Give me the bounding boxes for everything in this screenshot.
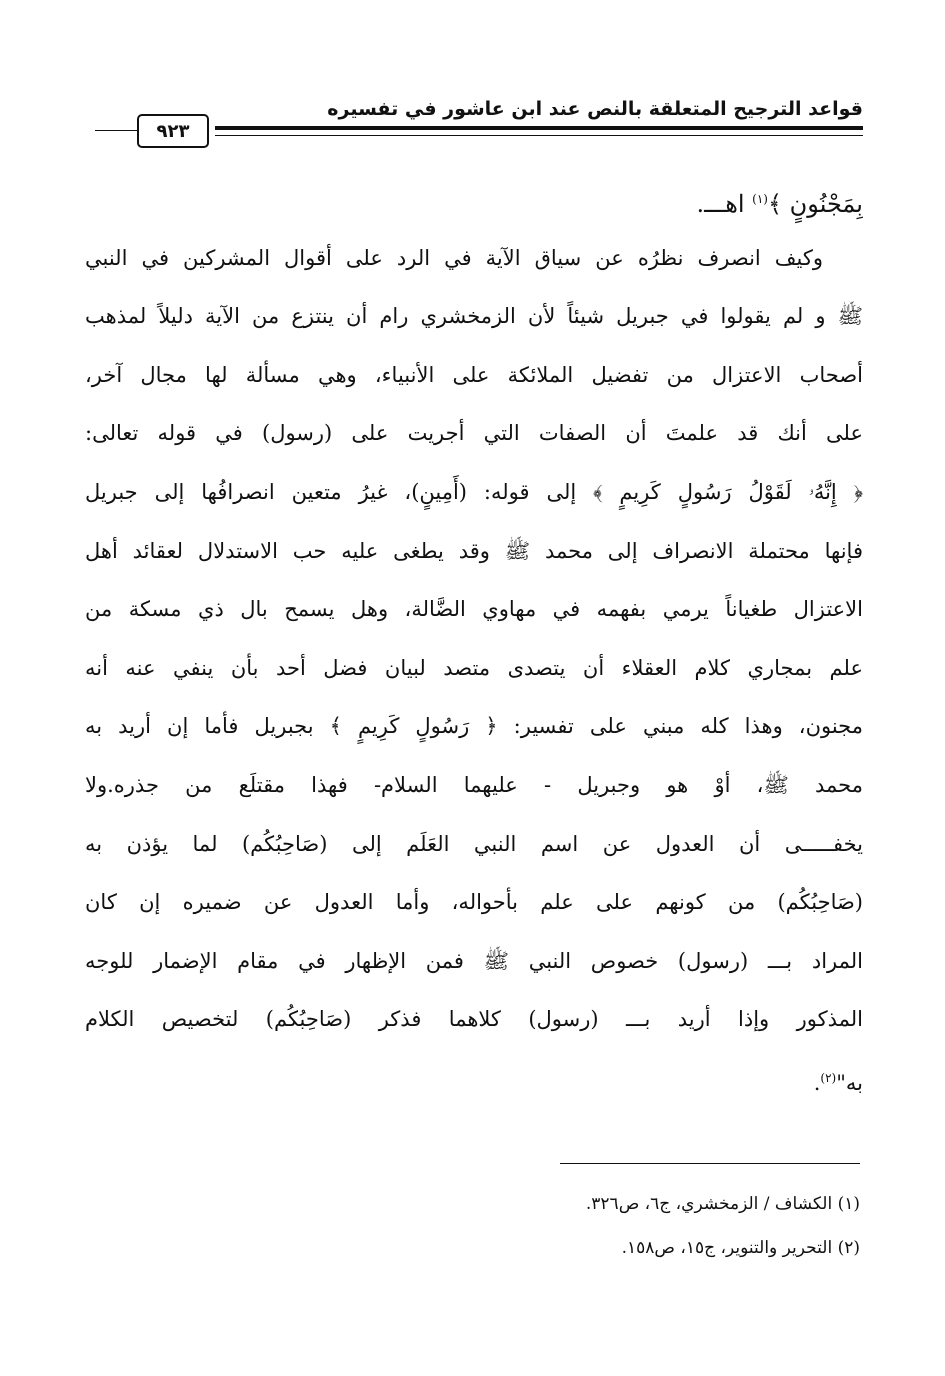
text-fragment: . bbox=[813, 1070, 821, 1095]
footnote-ref: (٢) bbox=[820, 1070, 837, 1085]
body-text bbox=[85, 170, 863, 1108]
text-line bbox=[85, 1049, 863, 1108]
text-line: المراد بـــ (رسول) خصوص النبي ﷺ فمن الإظهار في مقام الإضمار للوجه bbox=[85, 948, 863, 973]
text-line: المذكور وإذا أريد بـــ (رسول) كلاهما فذكر (صَاحِبُكُم) لتخصيص الكلام bbox=[85, 1007, 863, 1032]
text-line: علم بمجاري كلام العقلاء أن يتصدى متصد لبيان فضل أحد بأن ينفي عنه أنه bbox=[85, 655, 863, 680]
header-rule bbox=[215, 126, 863, 130]
page-number: ٩٢٣ bbox=[137, 114, 209, 148]
text-line: (صَاحِبُكُم) من كونهم على علم بأحواله، وأما العدول عن ضميره إن كان bbox=[85, 890, 863, 915]
text-line: محمد ﷺ، أوْ هو وجبريل - عليهما السلام- فهذا مقتلَع من جذره.ولا bbox=[85, 772, 863, 797]
footnote-ref: (١) bbox=[752, 192, 768, 206]
page-header bbox=[95, 92, 863, 152]
text-line: ﴿ إِنَّهُۥ لَقَوْلُ رَسُولٍ كَرِيمٍ ﴾ إلى قوله: (أَمِينٍ)، غيرُ متعين انصرافُها إلى جبريل bbox=[85, 479, 863, 504]
running-title: قواعد الترجيح المتعلقة بالنص عند ابن عاشور في تفسيره bbox=[327, 98, 863, 120]
text-line: مجنون، وهذا كله مبني على تفسير: ﴿ رَسُولٍ كَرِيمٍ ﴾ بجبريل فأما إن أريد به bbox=[85, 714, 863, 739]
header-rule-thin bbox=[215, 135, 863, 136]
text-fragment: اهـــ. bbox=[696, 190, 753, 218]
footnote-item: (١) الكشاف / الزمخشري، ج٦، ص٣٢٦. bbox=[585, 1194, 860, 1214]
text-line: الاعتزال طغياناً يرمي بفهمه في مهاوي الضَّالة، وهل يسمح بال ذي مسكة من bbox=[85, 597, 863, 622]
footnotes bbox=[160, 1182, 860, 1270]
text-line: فإنها محتملة الانصراف إلى محمد ﷺ وقد يطغى عليه حب الاستدلال لعقائد أهل bbox=[85, 538, 863, 563]
footnote-item: (٢) التحرير والتنوير، ج١٥، ص١٥٨. bbox=[621, 1238, 860, 1258]
text-line: يخفـــــى أن العدول عن اسم النبي العَلَم إلى (صَاحِبُكُم) لما يؤذن به bbox=[85, 831, 863, 856]
header-rule-left bbox=[95, 130, 140, 131]
text-line: وكيف انصرف نظرُه عن سياق الآية في الرد على أقوال المشركين في النبي bbox=[85, 245, 823, 270]
verse-fragment: بِمَجْنُونٍ ﴾ bbox=[767, 190, 863, 218]
footnote-separator bbox=[560, 1163, 860, 1164]
text-line: أصحاب الاعتزال من تفضيل الملائكة على الأنبياء، وهي مسألة لها مجال آخر، bbox=[85, 362, 863, 387]
text-line bbox=[85, 170, 863, 229]
text-line: ﷺ و لم يقولوا في جبريل شيئاً لأن الزمخشري رام أن ينتزع من الآية دليلاً لمذهب bbox=[85, 304, 863, 329]
text-line: على أنك قد علمتَ أن الصفات التي أجريت على (رسول) في قوله تعالى: bbox=[85, 421, 863, 446]
text-fragment: به" bbox=[836, 1070, 863, 1095]
